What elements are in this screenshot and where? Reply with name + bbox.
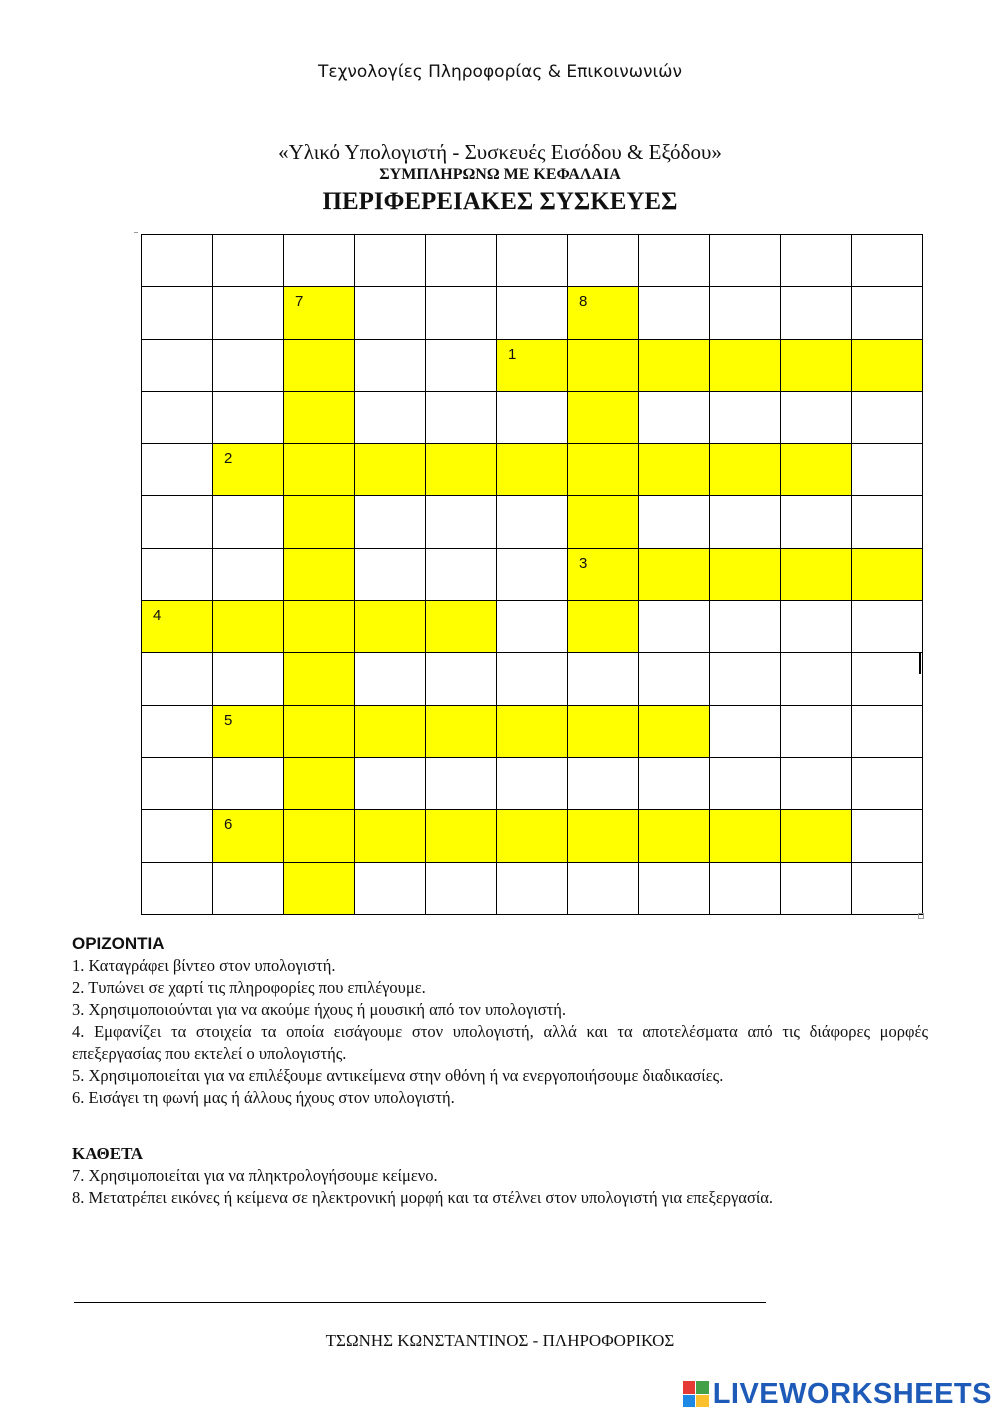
answer-cell[interactable] [781,810,852,862]
grid-cell [710,392,781,444]
watermark-text: LIVEWORKSHEETS [712,1377,992,1410]
answer-cell[interactable] [568,496,639,548]
answer-cell[interactable] [284,653,355,705]
grid-cell [426,392,497,444]
grid-cell [710,496,781,548]
grid-cell [639,392,710,444]
grid-cell [781,392,852,444]
answer-cell[interactable] [284,340,355,392]
logo-square [683,1395,696,1408]
answer-cell[interactable] [497,706,568,758]
answer-cell[interactable] [355,444,426,496]
clue-number-label: 6 [224,816,233,834]
grid-cell [142,549,213,601]
grid-cell [426,287,497,339]
grid-cell [426,496,497,548]
grid-cell [213,287,284,339]
grid-cell [852,287,923,339]
grid-cell [142,758,213,810]
answer-cell[interactable] [213,601,284,653]
grid-cell [355,549,426,601]
answer-cell[interactable] [852,340,923,392]
clue-number-label: 3 [579,554,588,572]
answer-cell[interactable] [497,340,568,392]
grid-cell [426,653,497,705]
grid-cell [639,863,710,915]
grid-cell [710,863,781,915]
answer-cell[interactable] [568,706,639,758]
answer-cell[interactable] [639,444,710,496]
author-footer: ΤΣΩΝΗΣ ΚΩΝΣΤΑΝΤΙΝΟΣ - ΠΛΗΡΟΦΟΡΙΚΟΣ [325,1331,675,1350]
answer-cell[interactable] [284,392,355,444]
grid-cell [497,392,568,444]
text-cursor [919,652,921,674]
grid-cell [213,653,284,705]
grid-cell [142,496,213,548]
grid-cell [852,601,923,653]
answer-cell[interactable] [284,444,355,496]
grid-cell [639,235,710,287]
grid-cell [142,653,213,705]
answer-cell[interactable] [284,706,355,758]
footer-divider [74,1302,766,1303]
answer-cell[interactable] [426,706,497,758]
grid-cell [497,863,568,915]
grid-cell [355,287,426,339]
clue-number-label: 5 [224,711,233,729]
grid-cell [426,549,497,601]
answer-cell[interactable] [568,392,639,444]
grid-cell [142,810,213,862]
grid-cell [639,653,710,705]
grid-cell [213,496,284,548]
grid-cell [639,496,710,548]
clue-number-label: 4 [153,607,162,625]
grid-cell [213,392,284,444]
grid-cell [213,549,284,601]
grid-cell [852,444,923,496]
down-clues-section [72,1143,928,1209]
answer-cell[interactable] [426,810,497,862]
grid-cell [781,706,852,758]
document-subtitle: «Υλικό Υπολογιστή - Συσκευές Εισόδου & Εξόδου» [278,140,722,164]
grid-cell [142,863,213,915]
grid-cell [142,340,213,392]
grid-cell [781,758,852,810]
grid-cell [355,758,426,810]
logo-square [683,1381,696,1394]
answer-cell[interactable] [284,863,355,915]
grid-cell [213,758,284,810]
clue-across-4: 4. Εμφανίζει τα στοιχεία τα οποία εισάγουμε στον υπολογιστή, αλλά και τα αποτελέσματα από τις διάφορες μορφές επεξεργασίας που εκτελεί ο υπολογιστής. [72,1022,928,1063]
grid-cell [497,758,568,810]
grid-cell [142,392,213,444]
answer-cell[interactable] [710,810,781,862]
grid-cell [639,287,710,339]
answer-cell[interactable] [213,810,284,862]
grid-cell [639,601,710,653]
answer-cell[interactable] [355,810,426,862]
grid-cell [568,235,639,287]
grid-cell [852,392,923,444]
grid-cell [568,653,639,705]
logo-square [696,1395,709,1408]
answer-cell[interactable] [710,340,781,392]
across-clues-section [72,933,928,1109]
answer-cell[interactable] [284,601,355,653]
grid-cell [497,549,568,601]
answer-cell[interactable] [284,287,355,339]
grid-cell [852,863,923,915]
answer-cell[interactable] [355,706,426,758]
grid-cell [852,496,923,548]
grid-cell [355,235,426,287]
answer-cell[interactable] [568,287,639,339]
answer-cell[interactable] [710,549,781,601]
answer-cell[interactable] [568,549,639,601]
answer-cell[interactable] [284,758,355,810]
answer-cell[interactable] [568,444,639,496]
liveworksheets-logo-icon [683,1381,709,1407]
clue-number-label: 1 [508,345,517,363]
grid-cell [639,758,710,810]
answer-cell[interactable] [639,706,710,758]
answer-cell[interactable] [852,549,923,601]
answer-cell[interactable] [284,549,355,601]
grid-cell [781,287,852,339]
grid-cell [568,758,639,810]
answer-cell[interactable] [426,601,497,653]
grid-cell [852,653,923,705]
clue-number-label: 2 [224,450,233,468]
grid-cell [213,235,284,287]
across-heading: ΟΡΙΖΟΝΤΙΑ [72,934,165,953]
answer-cell[interactable] [639,810,710,862]
grid-cell [497,496,568,548]
table-resize-handle [918,913,924,919]
grid-cell [710,653,781,705]
grid-cell [781,863,852,915]
grid-cell [355,392,426,444]
grid-cell [142,235,213,287]
clue-across-1: 1. Καταγράφει βίντεο στον υπολογιστή. [72,956,336,975]
page-title: ΠΕΡΙΦΕΡΕΙΑΚΕΣ ΣΥΣΚΕΥΕΣ [322,188,678,215]
grid-cell [568,863,639,915]
grid-cell [426,235,497,287]
grid-cell [710,601,781,653]
clue-number-label: 8 [579,293,588,311]
grid-cell [497,287,568,339]
grid-cell [852,706,923,758]
answer-cell[interactable] [426,444,497,496]
clue-down-8: 8. Μετατρέπει εικόνες ή κείμενα σε ηλεκτρονική μορφή και τα στέλνει στον υπολογιστή για επεξεργασία. [72,1188,774,1207]
grid-cell [142,287,213,339]
down-heading: ΚΑΘΕΤΑ [72,1144,144,1163]
clue-across-5: 5. Χρησιμοποιείται για να επιλέξουμε αντικείμενα στην οθόνη ή να ενεργοποιήσουμε διαδικασίες. [72,1066,724,1085]
answer-cell[interactable] [710,444,781,496]
clue-across-3: 3. Χρησιμοποιούνται για να ακούμε ήχους ή μουσική από τον υπολογιστή. [72,1000,567,1019]
instruction-text: ΣΥΜΠΛΗΡΩΝΩ ΜΕ ΚΕΦΑΛΑΙΑ [379,166,621,183]
grid-cell [142,444,213,496]
grid-cell [852,758,923,810]
liveworksheets-watermark [683,1378,992,1410]
grid-cell [426,340,497,392]
grid-cell [710,287,781,339]
grid-cell [355,863,426,915]
answer-cell[interactable] [781,549,852,601]
grid-cell [497,601,568,653]
grid-cell [213,340,284,392]
grid-cell [710,758,781,810]
clue-number-label: 7 [295,293,304,311]
grid-cell [781,653,852,705]
answer-cell[interactable] [213,706,284,758]
answer-cell[interactable] [284,496,355,548]
document-header: Τεχνολογίες Πληροφορίας & Επικοινωνιών [318,62,682,82]
answer-cell[interactable] [568,340,639,392]
grid-cell [355,340,426,392]
answer-cell[interactable] [781,444,852,496]
answer-cell[interactable] [497,810,568,862]
grid-cell [355,496,426,548]
grid-cell [852,235,923,287]
answer-cell[interactable] [568,601,639,653]
grid-cell [284,235,355,287]
answer-cell[interactable] [142,601,213,653]
grid-cell [781,601,852,653]
answer-cell[interactable] [568,810,639,862]
answer-cell[interactable] [355,601,426,653]
grid-cell [497,235,568,287]
table-move-handle [134,232,138,235]
grid-cell [497,653,568,705]
answer-cell[interactable] [284,810,355,862]
clue-down-7: 7. Χρησιμοποιείται για να πληκτρολογήσουμε κείμενο. [72,1166,438,1185]
grid-cell [142,706,213,758]
answer-cell[interactable] [639,549,710,601]
clue-across-2: 2. Τυπώνει σε χαρτί τις πληροφορίες που επιλέγουμε. [72,978,426,997]
answer-cell[interactable] [639,340,710,392]
grid-cell [426,863,497,915]
answer-cell[interactable] [781,340,852,392]
clue-across-6: 6. Εισάγει τη φωνή μας ή άλλους ήχους στον υπολογιστή. [72,1088,455,1107]
grid-cell [213,863,284,915]
grid-cell [781,496,852,548]
grid-cell [355,653,426,705]
grid-cell [710,235,781,287]
grid-cell [781,235,852,287]
crossword-grid [141,234,923,915]
logo-square [696,1381,709,1394]
answer-cell[interactable] [497,444,568,496]
grid-cell [710,706,781,758]
grid-cell [852,810,923,862]
grid-cell [426,758,497,810]
answer-cell[interactable] [213,444,284,496]
